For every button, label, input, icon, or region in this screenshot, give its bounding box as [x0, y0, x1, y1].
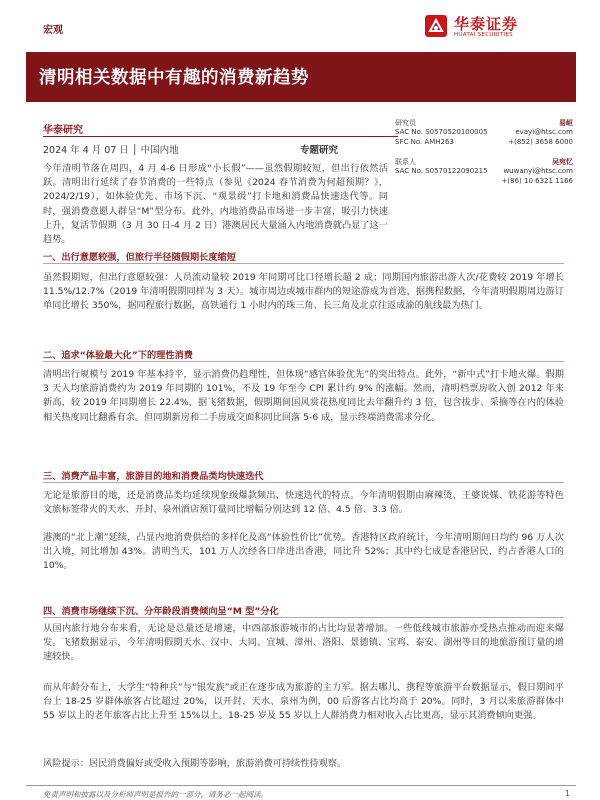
analyst-sfc: SFC No. AMH263	[395, 138, 454, 146]
section-heading: 一、出行意愿较强，但旅行半径随假期长度缩短	[43, 252, 236, 263]
analyst-phone: +(86) 10 6321 1166	[501, 177, 573, 185]
report-type: 专题研究	[300, 145, 339, 156]
section-heading: 二、追求“体验最大化”下的理性消费	[43, 350, 193, 361]
analyst-email[interactable]: wuwanyi@htsc.com	[503, 167, 573, 175]
section-divider	[43, 482, 564, 483]
disclaimer-footer: 免责声明和披露以及分析师声明是报告的一部分，请务必一起阅读。	[43, 790, 268, 799]
analyst-name: 吴宛忆	[552, 158, 573, 166]
analyst-card	[395, 157, 573, 187]
intro-paragraph: 今年清明节落在周四，4 月 4-6 日形成“小长假”——虽然假期较短，但出行依然活跃。清明出行延续了春节消费的一些特点（参见《2024 春节消费为何超预期？》，2024/2/19），如体验优先、市场下沉、“观景级”打卡地和消费品快速迭代等。同时，强消费意愿人群呈“M”型分布。此外，内地消费品市场进一步丰富，吸引力快速上升，复活节假期（3 月 30 日-4 月 2 日）港澳居民大量涌入内地消费就凸显了这一趋势。	[43, 163, 388, 246]
analyst-phone: +(852) 3658 6000	[508, 138, 573, 146]
footer-divider	[26, 785, 576, 786]
section-heading: 三、消费产品丰富，旅游目的地和消费品类均快速迭代	[43, 471, 264, 482]
research-firm: 华泰研究	[43, 125, 83, 136]
section-paragraph: 而从年龄分布上，大学生“特种兵”与“银发族”或正在逐步成为旅游的主力军。据去哪儿、携程等旅游平台数据显示，假日期间平台上 18-25 岁群体旅客占比超过 20%，以开封、天水、泉州为例，00 后游客占比均高于 20%。同时，3 月以来旅游群体中 55 岁以上的老年旅客占比上升至 15%以上。18-25 岁及 55 岁以上人群消费力相对收入占比更高，显示其消费倾向更强。	[43, 682, 564, 722]
analyst-role: 研究员	[395, 119, 416, 127]
section-paragraph: 港澳的“北上潮”延续，凸显内地消费供给的多样化及高“体验性价比”优势。香港特区政府统计，今年清明期间日均约 96 万人次出入境，同比增加 43%。清明当天，101 万人次经各口岸进出香港，同比升 52%；其中约七成是香港居民，约占香港人口的 10%。	[43, 532, 564, 572]
risk-warning: 风险提示：居民消费偏好或受收入预期等影响，旅游消费可持续性待观察。	[43, 758, 347, 769]
section-divider	[43, 263, 564, 264]
report-date: 2024 年 4 月 07 日 │ 中国内地	[43, 145, 179, 156]
section-divider	[43, 361, 564, 362]
section-paragraph: 从国内旅行地分布来看，无论是总量还是增速，中西部旅游城市的占比均显著增加。一些低线城市旅游亦受热点推动而迎来爆发。飞猪数据显示，今年清明假期天水、汉中、大同、宜城、漳州、洛阳、景德镇、宝鸡、泰安、湖州等目的地旅游预订量的增速较快。	[43, 623, 564, 663]
analyst-name: 易峘	[559, 119, 573, 127]
analyst-sac: SAC No. S0570520100005	[395, 128, 488, 136]
section-divider	[43, 617, 564, 618]
page-number: 1	[564, 789, 570, 798]
analyst-role: 联系人	[395, 158, 416, 166]
section-paragraph: 虽然假期短，但出行意愿较强：人员流动量较 2019 年同期可比口径增长超 2 成；同期国内旅游出游人次/花费较 2019 年增长 11.5%/12.7%（2019 年清明假期同样为 3 天）。城市周边或城市群内的短途游成为首选，据携程数据，今年清明假期周边游订单同比增长 350%，据同程旅行数据，高铁通行 1 小时内的珠三角、长三角及北京往返成渝的航线最为热门。	[43, 272, 564, 312]
analyst-card	[395, 118, 573, 148]
report-category: 宏观	[43, 25, 63, 36]
brand-logo	[424, 11, 574, 41]
analyst-email[interactable]: evayi@htsc.com	[515, 128, 573, 136]
section-paragraph: 无论是旅游目的地，还是消费品类均延续现象级爆款频出、快速迭代的特点。今年清明假期由麻辣烫、王婆说媒、铁花游等特色文旅标签带火的天水、开封、泉州酒店预订量同比增幅分别达到 12 倍、4.5 倍、3.3 倍。	[43, 490, 564, 516]
analyst-sac: SAC No. S0570122090215	[395, 167, 488, 175]
brand-name-en: HUATAI SECURITIES	[454, 32, 513, 38]
meta-divider	[43, 136, 398, 137]
section-heading: 四、消费市场继续下沉、分年龄段消费倾向呈“M 型”分化	[43, 606, 279, 617]
brand-name: 华泰证券	[454, 15, 519, 33]
brand-logo-icon	[424, 14, 448, 38]
report-title: 清明相关数据中有趣的消费新趋势	[39, 68, 309, 88]
section-paragraph: 清明出行规模与 2019 年基本持平，显示消费仍趋理性，但体现“感官体验优先”的突出特点。此外，“新中式”打卡地火爆。假期 3 天入均旅游消费约为 2019 年同期的 101%，不及 19 年至今 CPI 累计约 9% 的涨幅。然而，清明档票房收入创 2012 年来新高，较 2019 年同期增长 22.4%，据飞猪数据，假期期间国风赏花热度同比去年翻升约 3 倍，包含拔步、采摘等在内的体验相关热度同比翻番有余。但同期新房和二手房成交面积同比回落 5-6 成，显示终端消费需求分化。	[43, 369, 564, 423]
